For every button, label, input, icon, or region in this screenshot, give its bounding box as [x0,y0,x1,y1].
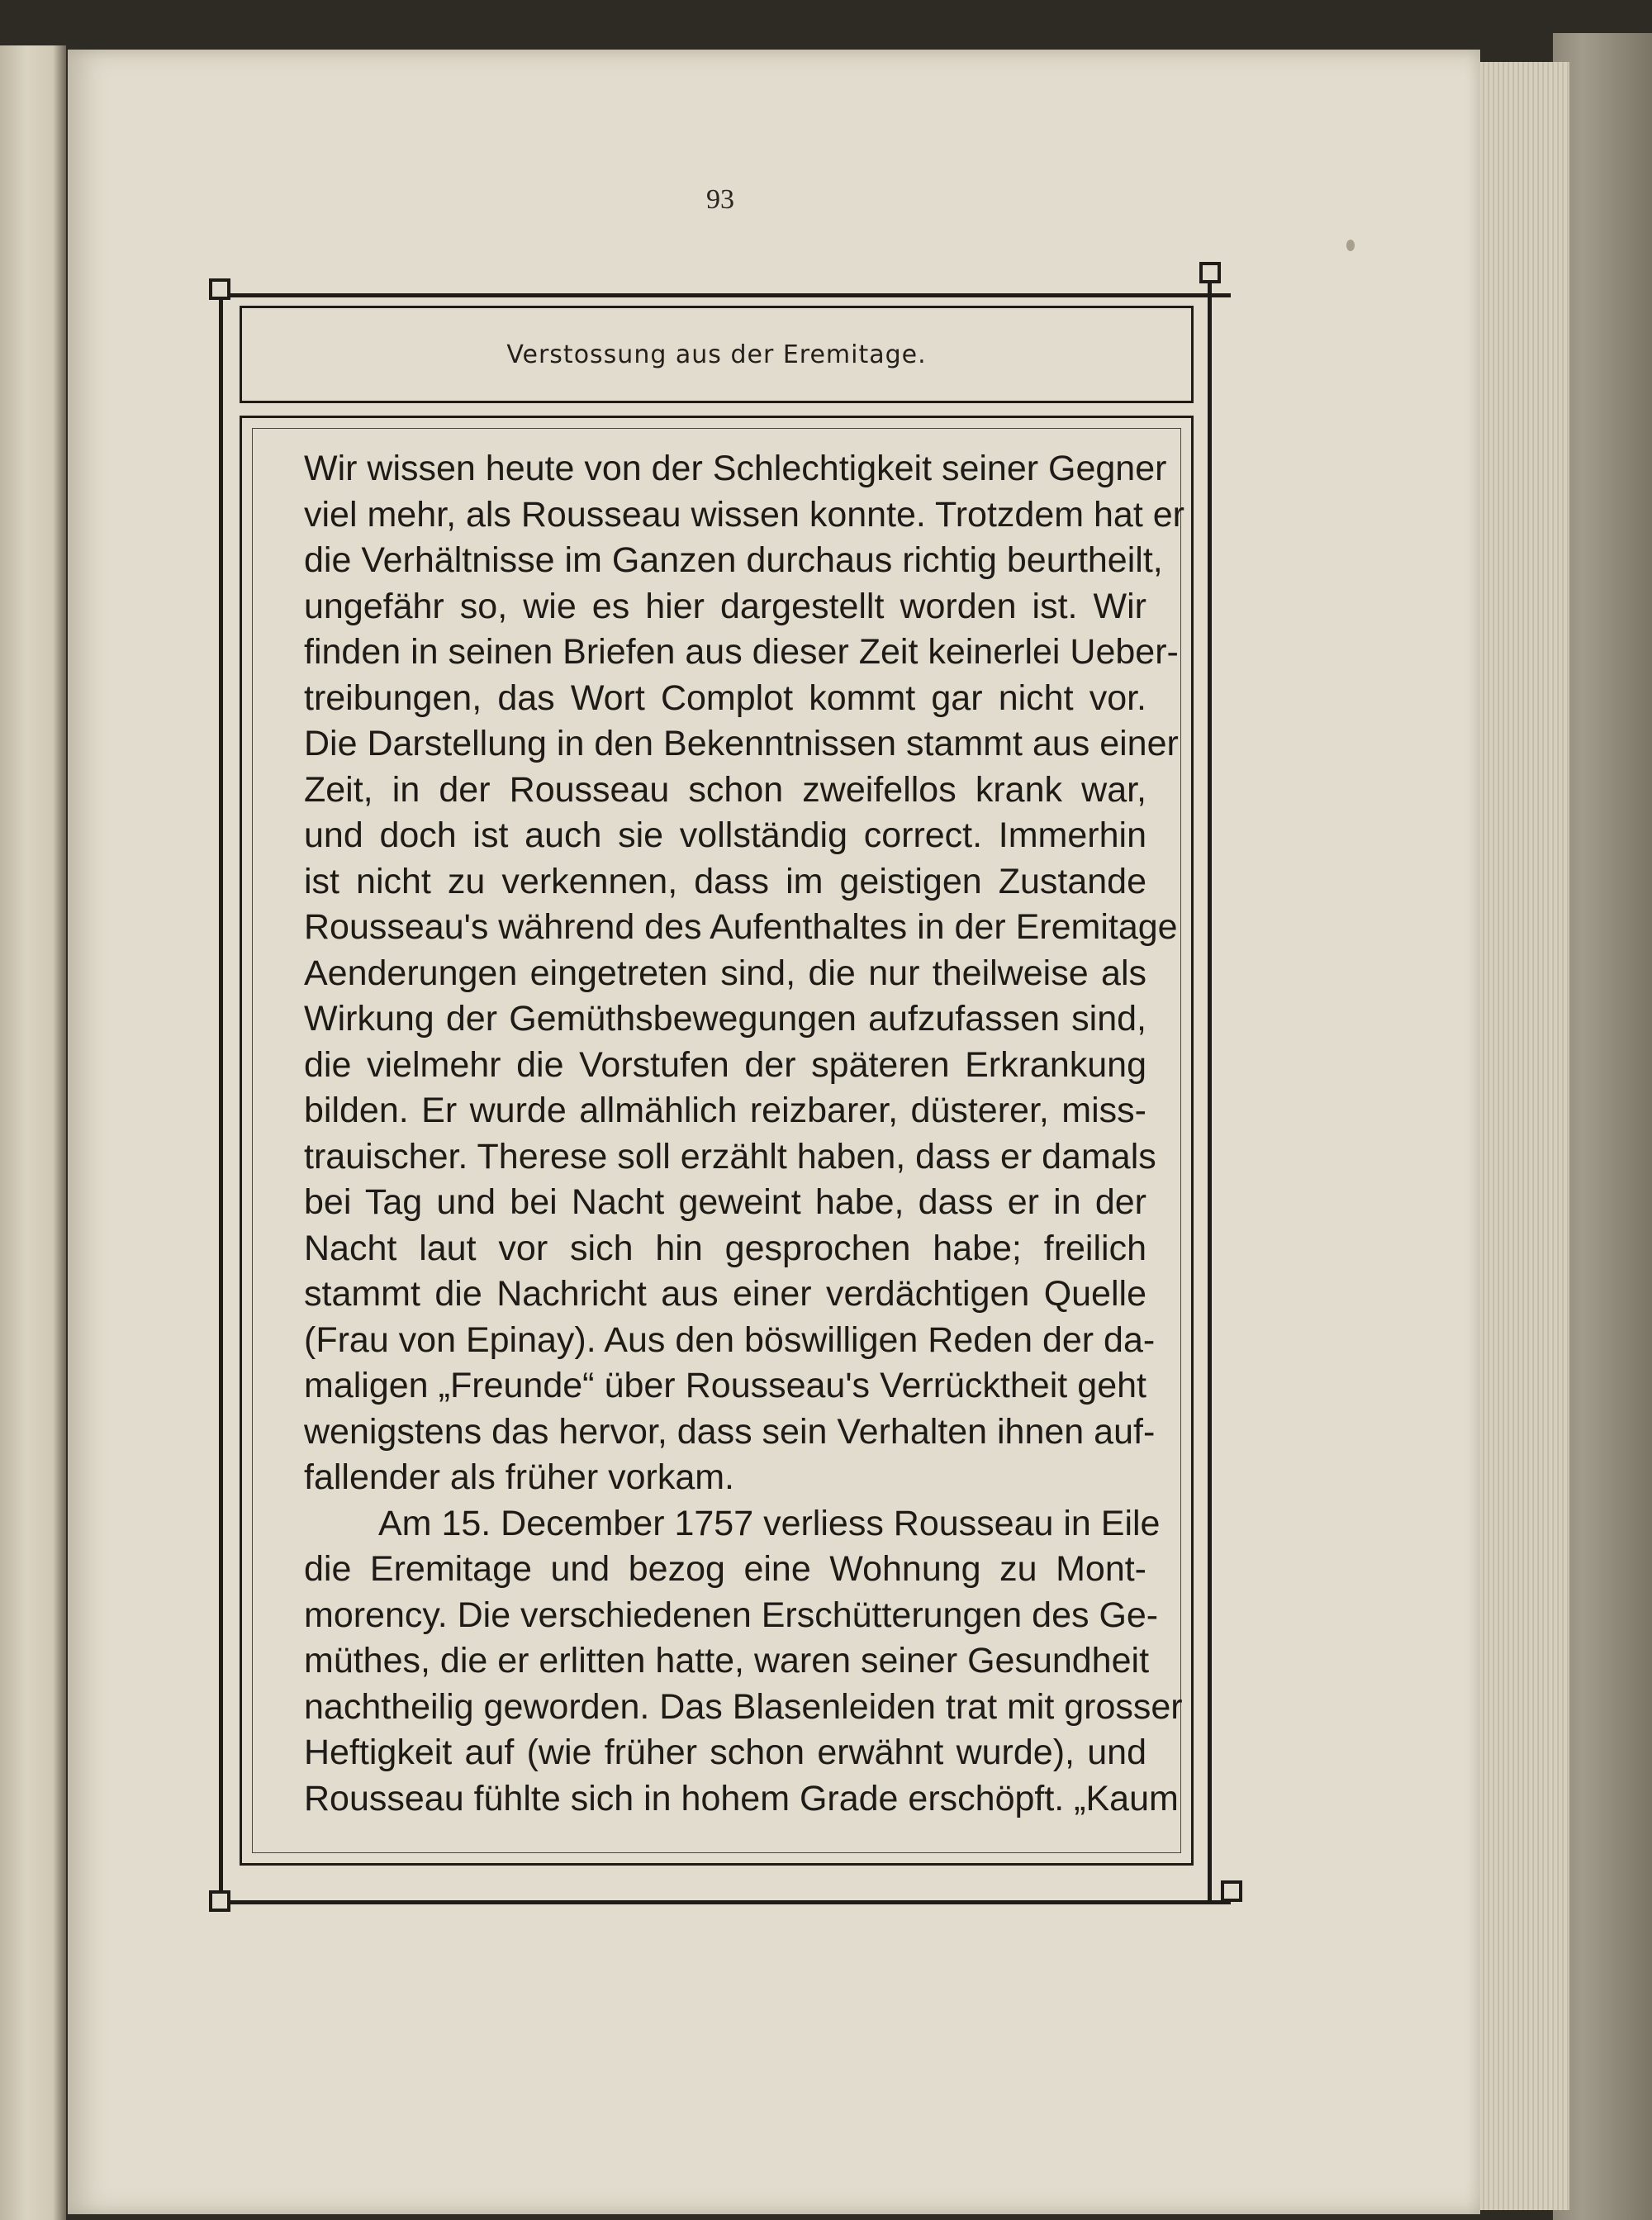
frame-corner-top-left [209,278,230,300]
text-line: morency. Die verschiedenen Erschütterungen des Ge- [304,1595,1159,1635]
text-line: Rousseau's während des Aufenthaltes in der Eremitage [304,907,1178,947]
text-line: die vielmehr die Vorstufen der späteren Erkrankung [304,1044,1146,1085]
text-line: viel mehr, als Rousseau wissen konnte. Trotzdem hat er [304,494,1184,535]
frame-bottom-line [221,1900,1231,1904]
text-line: müthes, die er erlitten hatte, waren seiner Gesundheit [304,1641,1150,1680]
text-line: Heftigkeit auf (wie früher schon erwähnt wurde), und [304,1733,1146,1772]
text-line: ungefähr so, wie es hier dargestellt worden ist. Wir [304,586,1146,626]
text-line: Am 15. December 1757 verliess Rousseau in Eile [378,1503,1161,1543]
text-line: trauischer. Therese soll erzählt haben, dass er damals [304,1136,1156,1177]
text-line: Rousseau fühlte sich in hohem Grade erschöpft. „Kaum [304,1778,1179,1818]
body-text [304,446,1184,1822]
text-line: Zeit, in der Rousseau schon zweifellos krank war, [304,769,1146,810]
frame-top-line [221,293,1231,297]
text-line: wenigstens das hervor, dass sein Verhalten ihnen auf- [304,1411,1156,1452]
frame-right-line [1208,281,1212,1904]
text-line: die Verhältnisse im Ganzen durchaus richtig beurtheilt, [304,540,1163,580]
text-line: bilden. Er wurde allmählich reizbarer, düsterer, miss- [304,1091,1146,1130]
text-line: maligen „Freunde“ über Rousseau's Verrücktheit geht [304,1366,1146,1405]
paper-spot [1346,240,1355,251]
text-line: stammt die Nachricht aus einer verdächtigen Quelle [304,1274,1146,1314]
text-line: (Frau von Epinay). Aus den böswilligen Reden der da- [304,1319,1156,1360]
text-line: Nacht laut vor sich hin gesprochen habe; freilich [304,1228,1146,1268]
text-line: Wirkung der Gemüthsbewegungen aufzufassen sind, [304,999,1146,1039]
paragraph-2 [304,1501,1183,1823]
text-line: nachtheilig geworden. Das Blasenleiden trat mit grosser [304,1686,1183,1727]
text-line: Die Darstellung in den Bekenntnissen stammt aus einer [304,724,1179,763]
paragraph-1 [304,446,1184,1501]
text-line: ist nicht zu verkennen, dass im geistigen Zustande [304,861,1146,901]
text-line: fallender als früher vorkam. [304,1457,734,1497]
text-line: die Eremitage und bezog eine Wohnung zu Mont- [304,1549,1146,1589]
frame-corner-bottom-right [1221,1880,1242,1902]
text-line: und doch ist auch sie vollständig correct. Immerhin [304,815,1146,855]
frame-corner-top-right [1199,262,1221,283]
text-line: Aenderungen eingetreten sind, die nur theilweise als [304,953,1146,993]
frame-corner-bottom-left [209,1890,230,1912]
text-line: treibungen, das Wort Complot kommt gar nicht vor. [304,677,1146,718]
left-page-edge [0,45,66,2220]
frame-left-line [219,293,223,1904]
page-number: 93 [706,184,734,215]
running-header-box [240,306,1194,403]
text-line: Wir wissen heute von der Schlechtigkeit seiner Gegner [304,449,1167,488]
page-stack-edge [1470,62,1569,2210]
text-line: finden in seinen Briefen aus dieser Zeit keinerlei Ueber- [304,632,1179,672]
running-title: Verstossung aus der Eremitage. [506,340,927,369]
text-line: bei Tag und bei Nacht geweint habe, dass er in der [304,1182,1146,1222]
